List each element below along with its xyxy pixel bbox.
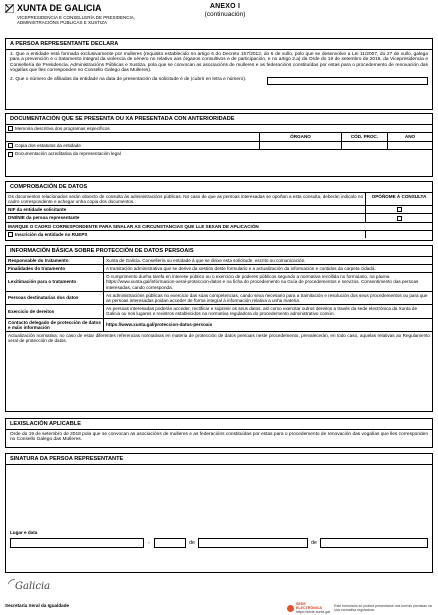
section-title: A PERSOA REPRESENTANTE DECLARA [6,39,432,50]
legislation-section [5,418,433,448]
month-field[interactable] [198,538,308,548]
privacy-text: Xunta de Galicia. Consellería ou entidade á que se dirixe esta solicitude, escrito ou comunicación. [106,257,306,263]
doc-label-memoria: Memoria descritiva dos programas específicos [15,125,110,131]
org-name: XUNTA DE GALICIA [17,3,102,13]
section-title: DOCUMENTACIÓN QUE SE PRESENTA OU XA PRESENTADA CON ANTERIORIDADE [6,114,432,125]
doc-row-estatutos [6,141,432,149]
dni-label: DNI/NIE da persoa representante [6,214,366,221]
declaration-item-1: 1. Que a entidade está formada exclusivamente por mulleres (requisito establecido no artigo 6 do Decreto 157/2012, do 5 de xullo, polo que se desenvolve a Lei 11/2007, do 27 de xullo, galega para a prevención e o tratamento integral da violencia de xénero no relativo aos órganos consultivos e de participación, e no artigo 2.a) da Orde do 19 de setembro de 2018, da Vicepresidencia e Consellería de Presidencia, Administracións Públicas e Xustiza, pola que se convocan as asociacións de mulleres e as federacións constituídas por estas para o procedemento de renovación das vogalías que lles corresponden no Consello Galego das Mulleres). [10,51,428,74]
annex-heading [201,3,249,19]
department-name: Secretaría Xeral da Igualdade [5,603,70,608]
estatutos-checkbox[interactable] [8,143,13,148]
data-protection-section [5,245,433,412]
sede-url: https://sede.xunta.gal [296,610,331,614]
de-separator-1: de [189,539,195,546]
rueps-checkbox[interactable] [8,232,13,237]
privacy-text: As administracións públicas no exercicio das súas competencias, cando sexa necesario para a tramitación e resolución dos seus procedementos ou para que as persoas interesadas poidan acceder de forma integral á información relativa a unha materia. [106,292,428,303]
sede-link[interactable] [296,602,330,614]
doc-label-representacion: Documentación acreditativa da representación legal [15,151,121,157]
sede-block [287,602,433,614]
sede-note: Este formulario só poderá presentarse nas formas previstas na súa normativa reguladora. [334,604,432,612]
footer [5,578,433,614]
declaration-item-2: 2. Que o número de afiliadas da entidade na data de presentación da solicitude é de (cubrir en letra e número). [10,77,247,83]
nif-label: NIF da entidade solicitante [6,206,366,213]
privacy-row [6,257,432,264]
day-field[interactable] [154,538,186,548]
annex-continuation: (continuación) [204,11,246,19]
privacy-row [6,264,432,272]
privacy-text: O cumprimento dunha tarefa en interese público ou o exercicio de poderes públicos segundo a normativa recollida no formulario, na páxina https://www.xunta.gal/informacion-xeral-proteccion-datos e na ficha do procedemento na Guía de procedementos e servizos. Consentimento das persoas interesadas, cando corresponda. [106,274,419,290]
documentation-section [5,113,433,177]
privacy-row [6,272,432,291]
col-organo: ÓRGANO [260,133,342,141]
header [5,3,433,27]
col-cod-proc: CÓD. PROC. [342,133,388,141]
privacy-link[interactable]: https://www.xunta.gal/proteccion-datos-persoais [106,322,213,328]
representative-declaration-section [5,38,433,110]
org-subtitle [17,15,135,25]
privacy-row [6,318,432,331]
privacy-label: Contacto delegado de protección de datos e máis información [6,319,104,331]
year-field[interactable] [320,538,428,548]
ano-field[interactable] [388,142,432,149]
section-title: INFORMACIÓN BÁSICA SOBRE PROTECCIÓN DE DATOS PERSOAIS [6,246,432,257]
privacy-row [6,304,432,317]
nif-oppose-checkbox[interactable] [397,207,402,212]
cod-proc-field[interactable] [342,142,388,149]
privacy-row [6,291,432,304]
section-title: LEXISLACIÓN APLICABLE [6,419,432,430]
sede-title: SEDE ELECTRÓNICA [296,602,322,610]
representacion-checkbox[interactable] [8,152,13,157]
doc-row-memoria [6,125,432,132]
xunta-logo-icon [5,4,14,13]
privacy-update-note: Actualización normativa: no caso de estar diferentes referencias normativas en materia de protección de datos persoais neste procedemento, prevalecerán, en todo caso, aquelas relativas ao Regulamento xeral de protección de datos. [8,332,430,344]
rueps-label: Inscrición da entidade no RUEPS [15,231,88,237]
privacy-label: Exercicio de dereitos [6,305,104,317]
privacy-label: Responsable do tratamento [6,257,104,264]
legislation-text: Orde do 19 de setembro de 2018 pola que se convocan as asociacións de mulleres e as federacións constituídas por estas para o procedemento de renovación das vogalías que lles corresponden no Consello Galego das Mulleres. [10,431,428,443]
doc-row-representacion [6,149,432,157]
privacy-text: A tramitación administrativa que se derive da xestión deste formulario e a actualización da información e contidos da carpeta cidadá. [106,265,376,271]
oppose-header: OPÓÑOME Á CONSULTA [371,193,427,199]
privacy-text: As persoas interesadas poderán acceder, rectificar e suprimir os seus datos, así como exercitar outros dereitos a través da sede electrónica da Xunta de Galicia ou nos lugares e rexistros establecidos na normativa reguladora do procedemento administrativo común. [106,306,418,317]
doc-label-estatutos: Copia dos estatutos da entidade [15,142,81,148]
privacy-label: Persoas destinatarias dos datos [6,292,104,304]
org-subtitle-line1: VICEPRESIDENCIA E CONSELLERÍA DE PRESIDENCIA, [17,15,136,20]
mark-circumstances-title: MARQUE O CADRO CORRESPONDENTE PARA SINALAR AS CIRCUNSTANCIAS QUE LLE SEXAN DE APLICACIÓN [8,223,259,229]
de-separator-2: de [311,539,317,546]
organo-field[interactable] [260,142,342,149]
members-count-field[interactable] [267,77,428,85]
galicia-wordmark: Galicia [15,581,51,592]
org-subtitle-line2: ADMINISTRACIÓNS PÚBLICAS E XUSTIZA [17,20,108,25]
place-date-label: Lugar e data [10,530,38,535]
section-title: COMPROBACIÓN DE DATOS [6,182,432,193]
verification-section [5,181,433,241]
section-title: SINATURA DA PERSOA REPRESENTANTE [6,454,432,465]
privacy-label: Lexitimación para o tratamento [6,273,104,291]
doc-header-row [6,132,432,141]
privacy-label: Finalidades do tratamento [6,265,104,272]
verification-intro: Os documentos relacionados serán obxecto de consulta ás administracións públicas. No caso de que as persoas interesadas se opoñan a esta consulta, deberán indicalo no cadro correspondente e achegar unha copia dos documentos. [6,193,366,205]
signature-section [5,453,433,573]
comma-separator: , [148,539,150,546]
annex-title: ANEXO I [209,3,241,10]
sede-electronica-icon [287,605,294,612]
place-date-row [10,538,430,548]
col-ano: ANO [404,133,416,139]
place-field[interactable] [10,538,144,548]
memoria-checkbox[interactable] [8,126,13,131]
dni-oppose-checkbox[interactable] [397,216,402,221]
